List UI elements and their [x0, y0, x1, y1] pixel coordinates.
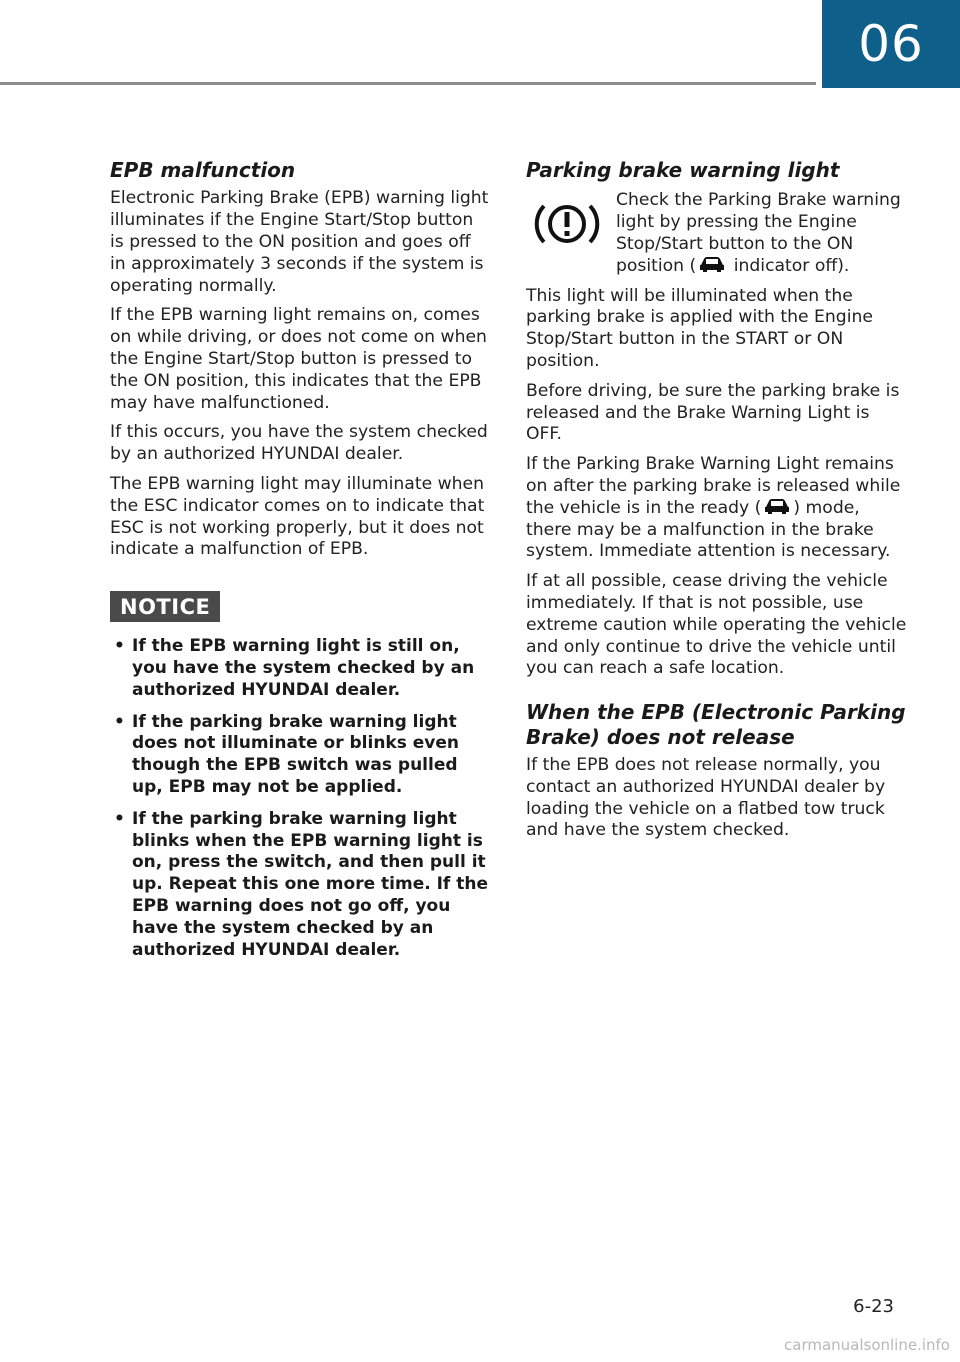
- paragraph: The EPB warning light may illuminate when the ESC indicator comes on to indicate that ESC is not working properly, but it does not indicate a malfunction of EPB.: [110, 473, 485, 560]
- paragraph: Electronic Parking Brake (EPB) warning light illuminates if the Engine Start/Stop button is pressed to the ON position and goes off in approximately 3 seconds if the system is operating normally.: [110, 188, 489, 296]
- paragraph: If at all possible, cease driving the vehicle immediately. If that is not possible, use extreme caution while operating the vehicle and only continue to drive the vehicle until you can reach a safe location.: [526, 571, 907, 679]
- section-title-epb-malfunction: EPB malfunction: [110, 158, 296, 182]
- notice-list: [110, 636, 490, 961]
- header-rule: [0, 82, 816, 85]
- bullet-icon: •: [114, 636, 125, 657]
- left-column: [110, 158, 490, 971]
- warning-light-row: [526, 190, 908, 277]
- paragraph-part: If the Parking Brake Warning Light remains on after the parking brake is released while the vehicle is in the ready (: [526, 454, 901, 518]
- notice-item: [110, 636, 490, 701]
- warning-light-text: [616, 190, 908, 277]
- notice-item: [110, 712, 490, 799]
- notice-badge: NOTICE: [110, 591, 220, 622]
- ready-car-icon: [763, 498, 791, 515]
- paragraph: If the EPB warning light remains on, comes on while driving, or does not come on when the Engine Start/Stop button is pressed to the ON position, this indicates that the EPB may have malfunctioned.: [110, 305, 487, 413]
- paragraph: This light will be illuminated when the parking brake is applied with the Engine Stop/Start button in the START or ON position.: [526, 285, 873, 371]
- notice-item-text: If the EPB warning light is still on, you have the system checked by an authorized HYUNDAI dealer.: [132, 636, 475, 700]
- paragraph: Before driving, be sure the parking brake is released and the Brake Warning Light is OFF.: [526, 380, 900, 445]
- paragraph: [526, 454, 908, 563]
- ready-car-icon: [698, 256, 726, 273]
- chapter-tab: 06: [822, 0, 960, 88]
- warning-text-part: indicator off).: [728, 255, 850, 276]
- notice-item-text: If the parking brake warning light does not illuminate or blinks even though the EPB switch was pulled up, EPB may not be applied.: [132, 711, 460, 797]
- paragraph: If this occurs, you have the system checked by an authorized HYUNDAI dealer.: [110, 422, 488, 465]
- section-title-epb-not-release: When the EPB (Electronic Parking Brake) does not release: [526, 700, 906, 749]
- paragraph-part: ) mode, there may be a malfunction in the brake system. Immediate attention is necessary.: [526, 497, 891, 562]
- bullet-icon: •: [114, 808, 125, 829]
- section-title-parking-brake-warning: Parking brake warning light: [526, 158, 840, 182]
- watermark: carmanualsonline.info: [784, 1336, 950, 1354]
- paragraph: If the EPB does not release normally, you contact an authorized HYUNDAI dealer by loading the vehicle on a flatbed tow truck and have the system checked.: [526, 754, 886, 841]
- notice-item: [110, 809, 490, 962]
- bullet-icon: •: [114, 711, 125, 732]
- page-number: 6-23: [853, 1296, 894, 1317]
- notice-item-text: If the parking brake warning light blinks when the EPB warning light is on, press the switch, and then pull it up. Repeat this one more time. If the EPB warning does not go off, you have the system checked by an authorized HYUNDAI dealer.: [132, 808, 489, 960]
- brake-warning-icon: [532, 196, 602, 252]
- right-column: [526, 158, 908, 850]
- warning-text-part: Check the Parking Brake warning light by pressing the Engine Stop/Start button to the ON position (: [616, 190, 901, 276]
